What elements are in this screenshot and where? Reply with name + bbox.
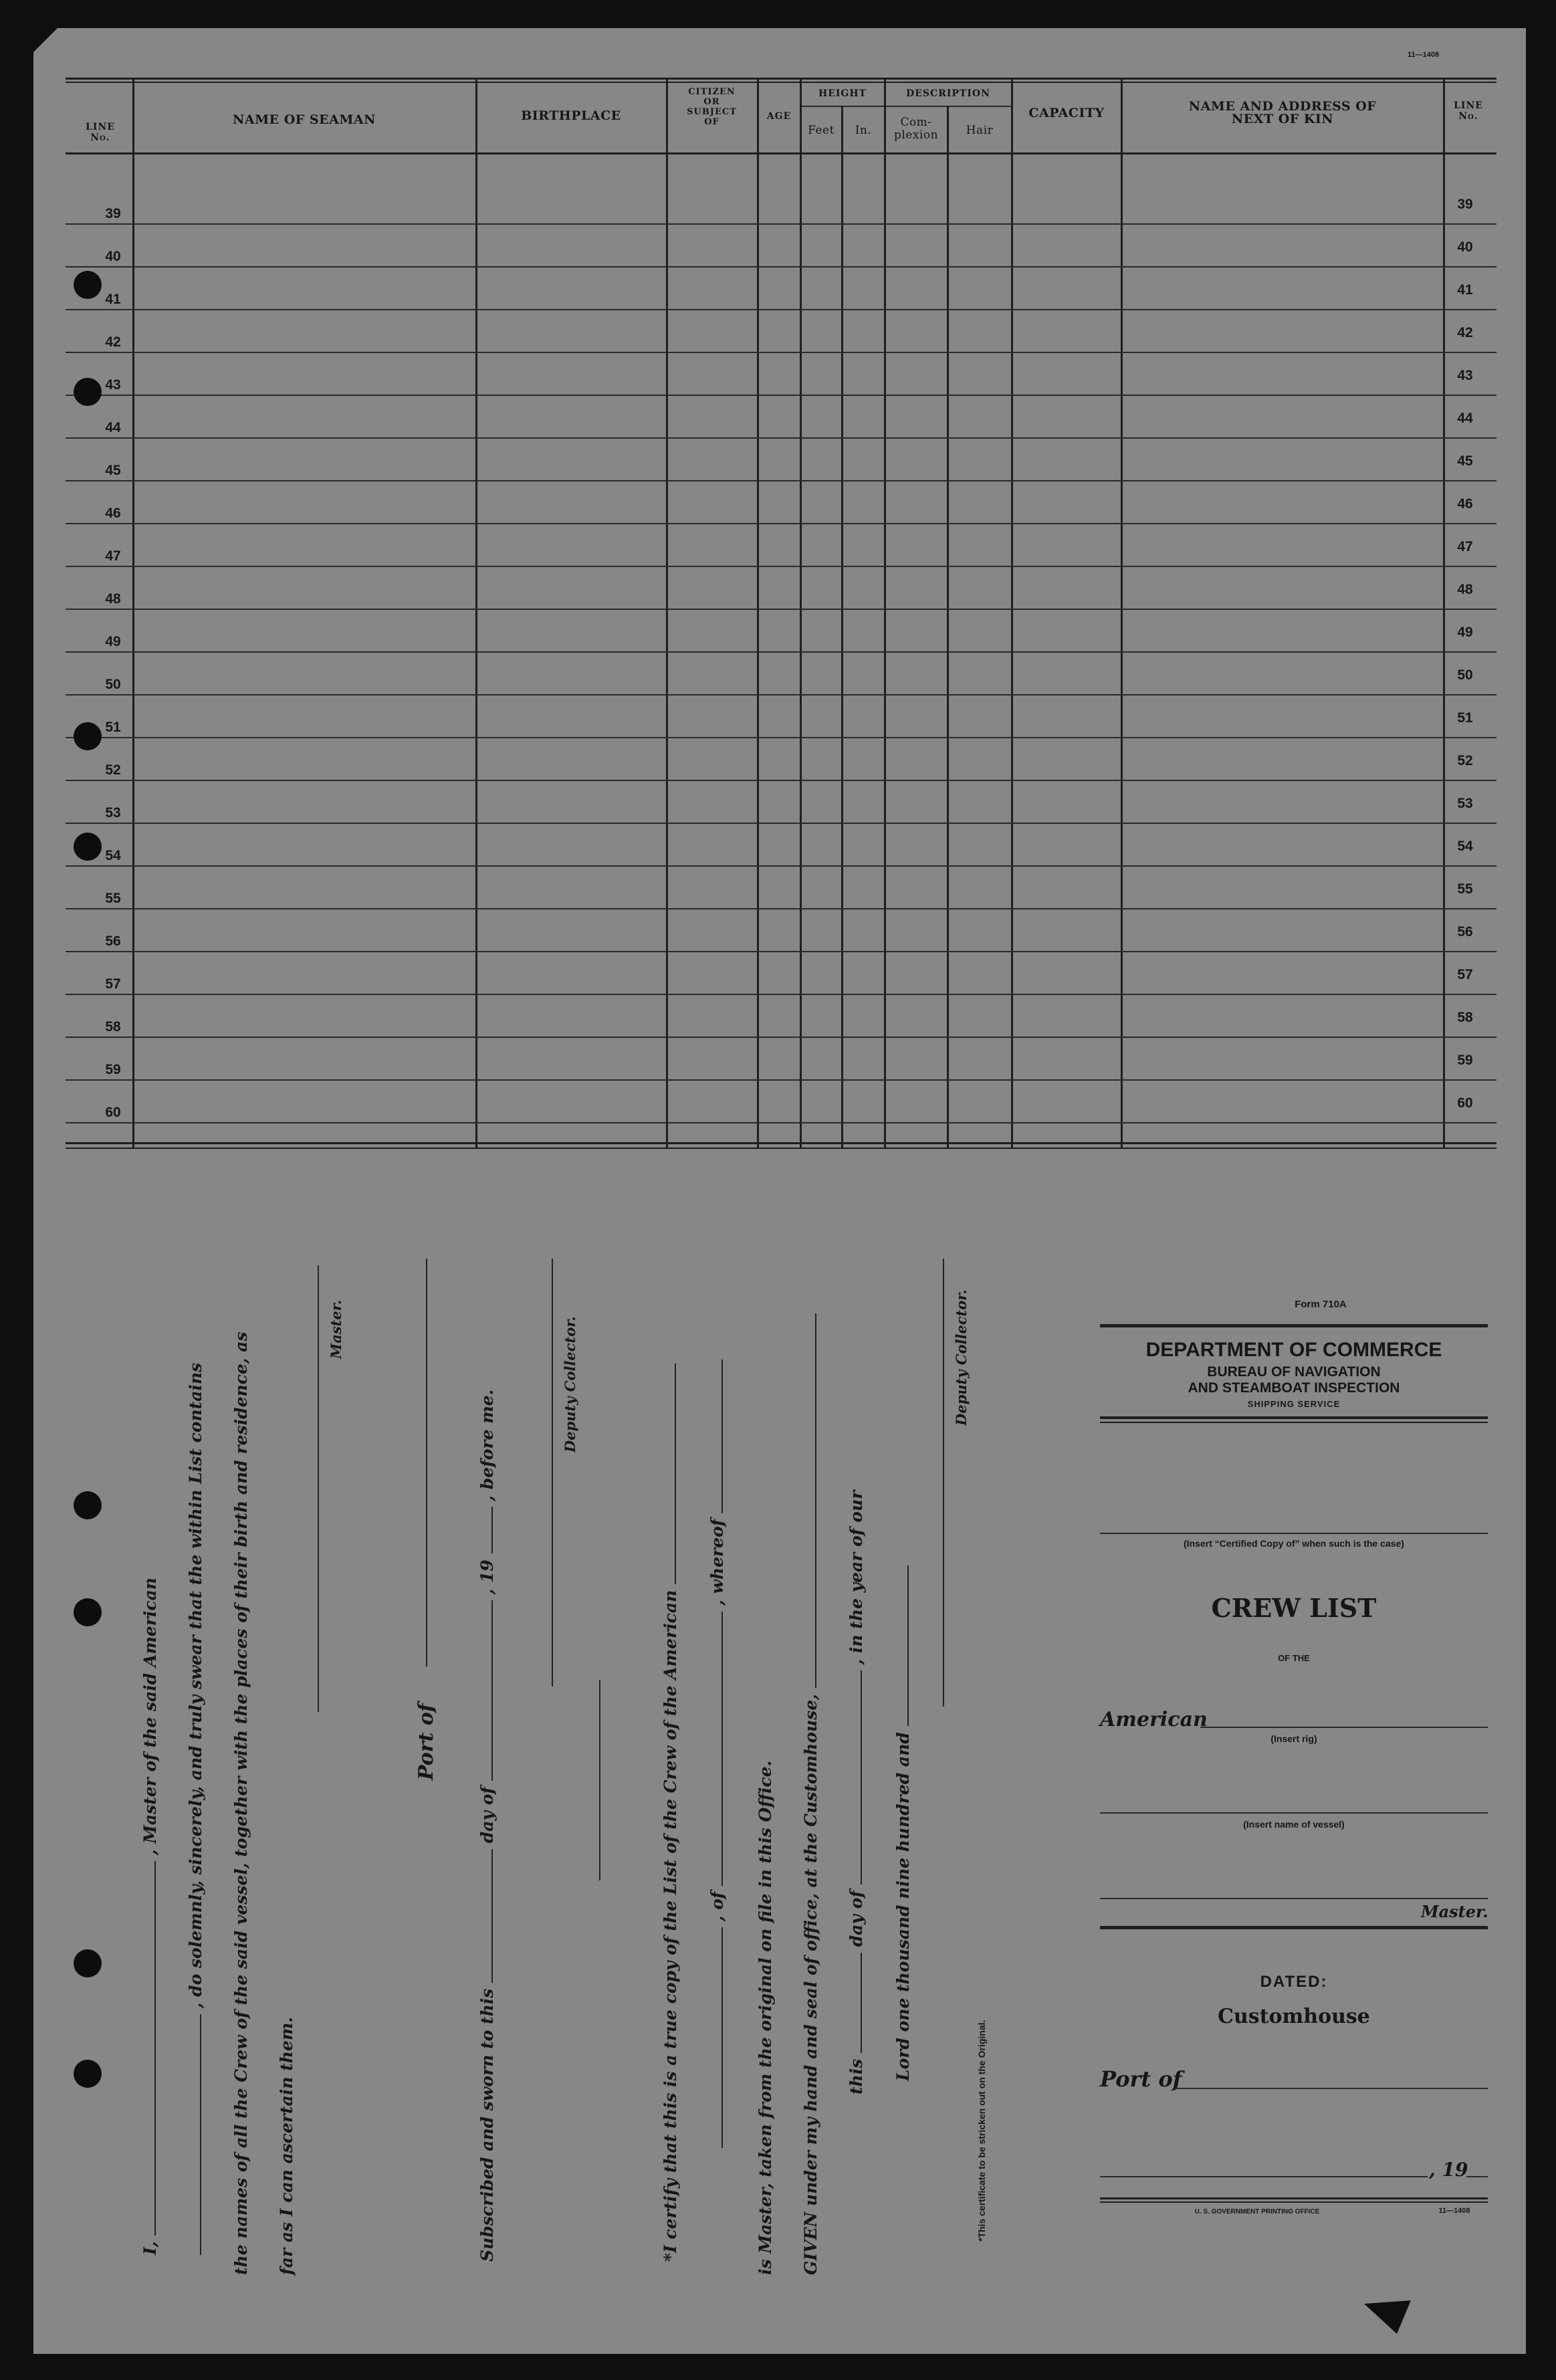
line-number-right: 45 [1457, 453, 1473, 469]
cover-rule-2 [1100, 1416, 1488, 1419]
header-complexion-1: Com- [900, 116, 932, 129]
line-number-left: 54 [105, 848, 121, 863]
header-citizen-1: CITIZEN [688, 87, 736, 97]
line-number-left: 46 [105, 506, 121, 521]
line-number-right: 42 [1457, 325, 1473, 340]
line-number-right: 47 [1457, 539, 1473, 554]
line-number-right: 43 [1457, 368, 1473, 383]
cover-insert-rig: (Insert rig) [1270, 1733, 1317, 1744]
deputy-collector-2-label: Deputy Collector. [953, 1289, 970, 1426]
line-number-left: 58 [105, 1019, 121, 1035]
cover-year-line[interactable] [1466, 2176, 1488, 2177]
line-number-left: 41 [105, 292, 121, 307]
oath-line-1-end: , Master of the said American [140, 1578, 160, 1856]
header-hair: Hair [966, 124, 994, 137]
cover-rule-4 [1100, 1926, 1488, 1929]
table-row[interactable] [66, 694, 1496, 695]
line-number-left: 55 [105, 891, 121, 906]
master-label: Master. [328, 1299, 344, 1359]
oath-vessel-blank[interactable] [187, 2014, 201, 2255]
table-row[interactable] [66, 609, 1496, 610]
oath-line-1 [140, 1578, 160, 2255]
subscribed-line [477, 1390, 497, 2262]
subscribed-before-me: , before me. [477, 1389, 497, 1501]
cover-certified-copy-line[interactable] [1100, 1533, 1488, 1534]
table-row[interactable] [66, 395, 1496, 396]
oath-line-4: far as I can ascertain them. [277, 2017, 296, 2275]
crew-table [33, 28, 1526, 1165]
header-next-of-kin-1: NAME AND ADDRESS OF [1188, 99, 1377, 114]
certificate-master-blank[interactable] [708, 1360, 723, 1513]
table-bottom-border-2 [66, 1148, 1496, 1149]
table-row[interactable] [66, 480, 1496, 481]
header-line-no-right [1444, 100, 1492, 122]
cover-rig-line[interactable] [1200, 1727, 1488, 1728]
table-row[interactable] [66, 951, 1496, 952]
cover-vessel-line[interactable] [1100, 1812, 1488, 1814]
port-of-line[interactable] [426, 1259, 427, 1666]
line-number-left: 39 [105, 206, 121, 221]
cover-customhouse: Customhouse [1218, 2005, 1370, 2028]
line-number-right: 48 [1457, 582, 1473, 597]
line-number-right: 56 [1457, 924, 1473, 940]
certificate-whereof: , whereof [707, 1519, 727, 1606]
header-description: DESCRIPTION [906, 88, 990, 99]
certificate-line-5 [847, 1491, 866, 2094]
header-age: AGE [766, 111, 792, 122]
header-name-of-seaman: NAME OF SEAMAN [233, 112, 376, 127]
table-row[interactable] [66, 908, 1496, 909]
line-number-right: 52 [1457, 753, 1473, 768]
master-signature-line[interactable] [318, 1265, 319, 1712]
line-number-left: 44 [105, 420, 121, 435]
height-desc-sub-rule [800, 106, 1011, 107]
certificate-line-1-text: *I certify that this is a true copy of the List of the Crew of the American [661, 1590, 680, 2262]
line-number-right: 51 [1457, 710, 1473, 726]
col-line-3 [666, 78, 668, 1148]
table-row[interactable] [66, 352, 1496, 353]
line-number-left: 51 [105, 720, 121, 735]
line-number-left: 52 [105, 762, 121, 778]
col-line-7 [884, 78, 886, 1148]
header-bottom-border [66, 152, 1496, 154]
line-number-right: 40 [1457, 239, 1473, 255]
header-citizen-4: OF [704, 117, 719, 127]
header-citizen [667, 87, 756, 127]
header-next-of-kin [1122, 100, 1443, 126]
header-height: HEIGHT [818, 88, 867, 99]
header-citizen-3: SUBJECT [687, 107, 737, 117]
col-line-9 [1011, 78, 1013, 1148]
table-row[interactable] [66, 437, 1496, 439]
col-line-6 [841, 106, 843, 1148]
table-row[interactable] [66, 523, 1496, 524]
header-complexion [885, 116, 947, 142]
table-row[interactable] [66, 651, 1496, 653]
table-row[interactable] [66, 309, 1496, 310]
certificate-vessel-blank[interactable] [661, 1364, 676, 1584]
oath-name-blank[interactable] [141, 1861, 156, 2236]
cover-form-number-bottom: 11—1408 [1438, 2207, 1470, 2215]
certificate-day-blank[interactable] [847, 1953, 862, 2053]
header-line-no-right-2: No. [1458, 111, 1478, 122]
line-number-left: 47 [105, 548, 121, 564]
certificate-month-blank[interactable] [847, 1670, 862, 1884]
line-number-right: 57 [1457, 967, 1473, 982]
oath-i: I, [140, 2241, 160, 2255]
certificate-line-6-text: Lord one thousand nine hundred and [893, 1732, 913, 2081]
cover-of-the: OF THE [1278, 1653, 1310, 1663]
header-birthplace: BIRTHPLACE [521, 108, 621, 123]
cover-service: SHIPPING SERVICE [1247, 1399, 1341, 1409]
table-row[interactable] [66, 737, 1496, 738]
col-line-4 [757, 78, 759, 1148]
header-line-no-left-2: No. [90, 132, 110, 143]
punch-hole [74, 378, 102, 406]
line-number-left: 42 [105, 334, 121, 350]
table-row[interactable] [66, 865, 1496, 867]
table-row[interactable] [66, 1122, 1496, 1123]
oath-line-3: the names of all the Crew of the said vessel, together with the places of their birth and residence, as [231, 1331, 251, 2275]
header-line-no-right-1: LINE [1454, 100, 1483, 111]
certificate-of: , of [707, 1891, 727, 1922]
table-row[interactable] [66, 994, 1496, 995]
line-number-left: 53 [105, 805, 121, 821]
subscribed-year-blank[interactable] [478, 1507, 493, 1554]
line-number-right: 46 [1457, 496, 1473, 512]
certificate-line-4 [801, 1313, 820, 2275]
port-of-label: Port of [415, 1703, 438, 1780]
col-line-10 [1121, 78, 1123, 1148]
line-number-right: 60 [1457, 1095, 1473, 1111]
punch-hole [74, 1598, 102, 1626]
line-number-left: 56 [105, 934, 121, 949]
cover-date-line[interactable] [1100, 2176, 1428, 2177]
cover-rule-3 [1100, 1422, 1488, 1423]
line-number-right: 53 [1457, 796, 1473, 811]
col-line-11 [1443, 78, 1445, 1148]
table-row[interactable] [66, 1037, 1496, 1038]
line-number-right: 58 [1457, 1010, 1473, 1025]
table-row[interactable] [66, 780, 1496, 781]
cover-master-line[interactable] [1100, 1898, 1488, 1899]
cover-insert-vessel: (Insert name of vessel) [1243, 1819, 1345, 1830]
line-number-right: 54 [1457, 839, 1473, 854]
certificate-port-blank[interactable] [708, 1612, 723, 1886]
punch-hole [74, 271, 102, 299]
cover-rule-5 [1100, 2197, 1488, 2199]
line-number-left: 59 [105, 1062, 121, 1077]
certificate-line-1 [661, 1364, 680, 2262]
separator-line [599, 1680, 600, 1880]
line-number-left: 60 [105, 1105, 121, 1120]
table-row[interactable] [66, 1079, 1496, 1081]
line-number-right: 59 [1457, 1053, 1473, 1068]
cover-department: DEPARTMENT OF COMMERCE [1145, 1339, 1442, 1361]
subscribed-text: Subscribed and sworn to this [477, 1988, 497, 2262]
line-number-right: 55 [1457, 881, 1473, 897]
header-capacity: CAPACITY [1028, 106, 1105, 120]
crew-list-sheet [33, 28, 1526, 2354]
cover-title: CREW LIST [1211, 1593, 1377, 1623]
table-row[interactable] [66, 823, 1496, 824]
header-line-no-left [70, 122, 130, 143]
oath-line-2-text: , do solemnly, sincerely, and truly swear that the within List contains [186, 1362, 205, 2009]
line-number-left: 48 [105, 591, 121, 607]
header-complexion-2: plexion [893, 128, 939, 142]
cover-master: Master. [1421, 1902, 1488, 1921]
line-number-right: 49 [1457, 625, 1473, 640]
certificate-line-6 [893, 1565, 913, 2081]
punch-hole [74, 1491, 102, 1519]
cover-rule-6 [1100, 2201, 1488, 2203]
deputy-collector-1-line[interactable] [552, 1259, 553, 1687]
subscribed-day-of: day of [477, 1786, 497, 1844]
certificate-line-4-text: GIVEN under my hand and seal of office, at the Customhouse, [801, 1694, 820, 2275]
subscribed-day-blank[interactable] [478, 1849, 493, 1983]
deputy-collector-2-line[interactable] [943, 1259, 944, 1707]
cover-bureau-2: AND STEAMBOAT INSPECTION [1188, 1380, 1400, 1396]
punch-hole [74, 833, 102, 861]
cover-bureau-1: BUREAU OF NAVIGATION [1207, 1364, 1381, 1380]
form-number-top: 11—1408 [1408, 51, 1440, 59]
torn-corner [27, 28, 58, 59]
line-number-left: 50 [105, 677, 121, 692]
col-line-1 [132, 78, 134, 1148]
certificate-footnote: *This certificate to be stricken out on the Original. [976, 2020, 987, 2242]
cover-insert-certified: (Insert “Certified Copy of” when such is the case) [1184, 1538, 1404, 1549]
header-line-no-left-1: LINE [86, 122, 115, 132]
certificate-line-3: is Master, taken from the original on file in this Office. [756, 1760, 775, 2275]
cover-american: American [1100, 1708, 1208, 1731]
subscribed-month-blank[interactable] [478, 1600, 493, 1781]
table-row[interactable] [66, 266, 1496, 267]
cover-panel [1100, 1299, 1526, 2222]
col-line-2 [475, 78, 477, 1148]
line-number-left: 49 [105, 634, 121, 649]
line-number-left: 43 [105, 377, 121, 393]
line-number-right: 44 [1457, 411, 1473, 426]
punch-hole [74, 2060, 102, 2088]
col-line-5 [800, 78, 802, 1148]
certificate-this: this [847, 2058, 866, 2094]
cover-rule-1 [1100, 1324, 1488, 1327]
certificate-line-2 [707, 1360, 727, 2148]
table-row[interactable] [66, 223, 1496, 225]
table-top-border-2 [66, 82, 1496, 83]
cover-port-line[interactable] [1175, 2088, 1488, 2089]
certificate-year-of-our: , in the year of our [847, 1490, 866, 1665]
certificate-year-blank[interactable] [894, 1565, 909, 1726]
cover-printer: U. S. GOVERNMENT PRINTING OFFICE [1194, 2208, 1320, 2215]
header-citizen-2: OR [703, 97, 720, 107]
table-bottom-border [66, 1142, 1496, 1144]
col-line-8 [947, 106, 949, 1148]
certificate-vessel-name-blank[interactable] [708, 1927, 723, 2148]
line-number-right: 39 [1457, 197, 1473, 212]
certificate-day-of: day of [847, 1890, 866, 1947]
cover-form-number: Form 710A [1295, 1299, 1347, 1310]
deputy-collector-1-label: Deputy Collector. [562, 1316, 578, 1452]
table-row[interactable] [66, 566, 1496, 567]
line-number-left: 40 [105, 249, 121, 264]
table-top-border [66, 78, 1496, 80]
header-next-of-kin-2: NEXT OF KIN [1231, 112, 1334, 126]
cover-dated: DATED: [1260, 1973, 1328, 1991]
cover-year-19: , 19 [1429, 2159, 1468, 2181]
certificate-customhouse-blank[interactable] [802, 1313, 816, 1688]
line-number-left: 57 [105, 976, 121, 992]
punch-hole [74, 722, 102, 750]
line-number-left: 45 [105, 463, 121, 478]
line-number-right: 41 [1457, 282, 1473, 298]
punch-hole [74, 1949, 102, 1977]
cover-port-of: Port of [1100, 2066, 1182, 2092]
header-feet: Feet [808, 124, 835, 137]
subscribed-19: , 19 [477, 1559, 497, 1595]
header-inches: In. [855, 124, 872, 137]
line-number-right: 50 [1457, 667, 1473, 683]
oath-line-2 [186, 1363, 205, 2255]
